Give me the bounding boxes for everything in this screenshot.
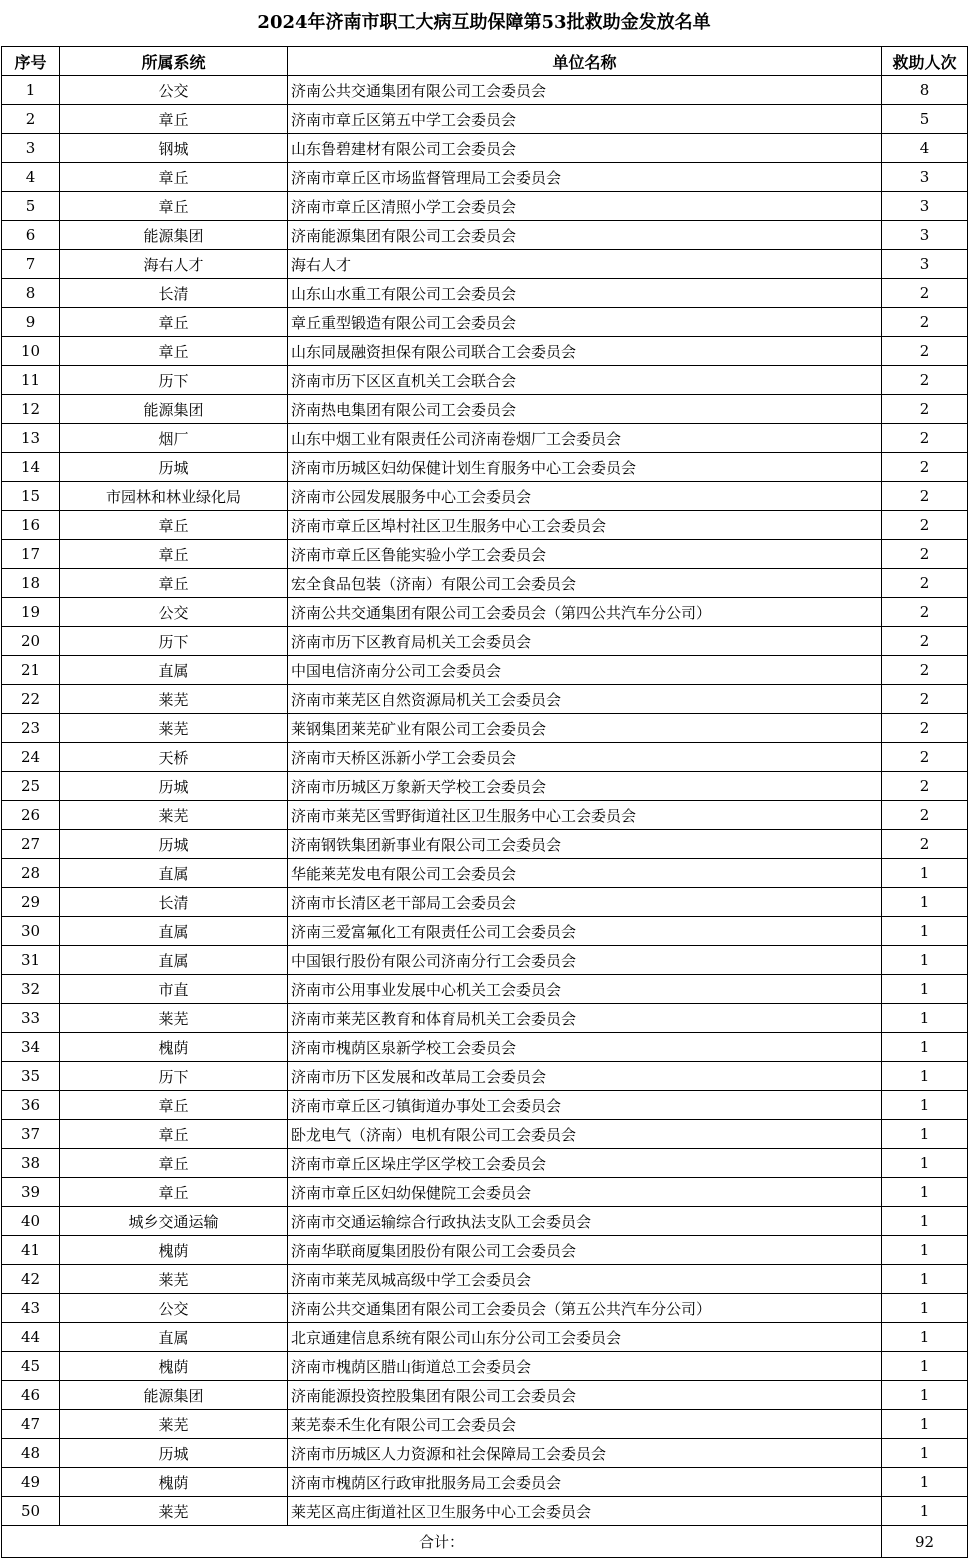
- table-row: [2, 1004, 968, 1033]
- table-row: [2, 511, 968, 540]
- row-count: 3: [882, 250, 968, 279]
- row-unit-name: 山东山水重工有限公司工会委员会: [288, 279, 882, 308]
- row-system: 直属: [60, 1323, 288, 1352]
- row-count: 1: [882, 1236, 968, 1265]
- row-system: 能源集团: [60, 1381, 288, 1410]
- row-index: 47: [2, 1410, 60, 1439]
- row-unit-name: 济南能源投资控股集团有限公司工会委员会: [288, 1381, 882, 1410]
- row-index: 30: [2, 917, 60, 946]
- row-index: 33: [2, 1004, 60, 1033]
- row-system: 章丘: [60, 1149, 288, 1178]
- row-unit-name: 济南市历下区区直机关工会联合会: [288, 366, 882, 395]
- row-count: 1: [882, 1149, 968, 1178]
- row-system: 章丘: [60, 1120, 288, 1149]
- table-row: [2, 627, 968, 656]
- table-row: [2, 308, 968, 337]
- table-row: [2, 714, 968, 743]
- row-system: 钢城: [60, 134, 288, 163]
- table-row: [2, 1323, 968, 1352]
- row-unit-name: 济南市章丘区清照小学工会委员会: [288, 192, 882, 221]
- header-row: [2, 47, 968, 76]
- table-row: [2, 569, 968, 598]
- row-unit-name: 济南市公用事业发展中心机关工会委员会: [288, 975, 882, 1004]
- row-count: 2: [882, 627, 968, 656]
- row-count: 2: [882, 830, 968, 859]
- row-system: 莱芜: [60, 1410, 288, 1439]
- row-count: 2: [882, 540, 968, 569]
- table-row: [2, 337, 968, 366]
- table-row: [2, 598, 968, 627]
- row-count: 3: [882, 163, 968, 192]
- row-unit-name: 山东鲁碧建材有限公司工会委员会: [288, 134, 882, 163]
- row-index: 44: [2, 1323, 60, 1352]
- table-row: [2, 424, 968, 453]
- row-index: 34: [2, 1033, 60, 1062]
- row-index: 22: [2, 685, 60, 714]
- row-index: 24: [2, 743, 60, 772]
- row-count: 2: [882, 801, 968, 830]
- row-system: 莱芜: [60, 1004, 288, 1033]
- table-row: [2, 1120, 968, 1149]
- row-index: 25: [2, 772, 60, 801]
- row-system: 章丘: [60, 540, 288, 569]
- row-count: 2: [882, 656, 968, 685]
- row-index: 40: [2, 1207, 60, 1236]
- total-label: 合计：: [2, 1526, 882, 1558]
- table-row: [2, 946, 968, 975]
- row-system: 公交: [60, 76, 288, 105]
- row-count: 1: [882, 1352, 968, 1381]
- row-system: 章丘: [60, 308, 288, 337]
- header-unit-name: 单位名称: [288, 47, 882, 76]
- table-row: [2, 395, 968, 424]
- table-row: [2, 482, 968, 511]
- row-index: 11: [2, 366, 60, 395]
- table-row: [2, 888, 968, 917]
- row-count: 2: [882, 366, 968, 395]
- row-unit-name: 济南公共交通集团有限公司工会委员会（第五公共汽车分公司）: [288, 1294, 882, 1323]
- row-index: 29: [2, 888, 60, 917]
- row-count: 1: [882, 1468, 968, 1497]
- row-index: 8: [2, 279, 60, 308]
- table-row: [2, 134, 968, 163]
- header-index: 序号: [2, 47, 60, 76]
- row-unit-name: 济南市历城区人力资源和社会保障局工会委员会: [288, 1439, 882, 1468]
- row-count: 1: [882, 1178, 968, 1207]
- table-row: [2, 830, 968, 859]
- row-count: 1: [882, 1410, 968, 1439]
- table-row: [2, 1265, 968, 1294]
- row-index: 50: [2, 1497, 60, 1526]
- row-unit-name: 济南市交通运输综合行政执法支队工会委员会: [288, 1207, 882, 1236]
- row-system: 烟厂: [60, 424, 288, 453]
- row-index: 7: [2, 250, 60, 279]
- row-unit-name: 济南能源集团有限公司工会委员会: [288, 221, 882, 250]
- row-system: 槐荫: [60, 1468, 288, 1497]
- row-index: 16: [2, 511, 60, 540]
- table-body: [2, 76, 968, 1526]
- table-row: [2, 1352, 968, 1381]
- page-title: 2024年济南市职工大病互助保障第53批救助金发放名单: [257, 12, 711, 33]
- row-count: 1: [882, 1033, 968, 1062]
- row-index: 17: [2, 540, 60, 569]
- row-unit-name: 济南市章丘区鲁能实验小学工会委员会: [288, 540, 882, 569]
- row-system: 章丘: [60, 192, 288, 221]
- row-unit-name: 济南市莱芜区雪野街道社区卫生服务中心工会委员会: [288, 801, 882, 830]
- table-row: [2, 656, 968, 685]
- row-count: 1: [882, 1323, 968, 1352]
- row-index: 6: [2, 221, 60, 250]
- row-index: 21: [2, 656, 60, 685]
- row-system: 历城: [60, 1439, 288, 1468]
- row-unit-name: 济南市章丘区市场监督管理局工会委员会: [288, 163, 882, 192]
- row-index: 4: [2, 163, 60, 192]
- row-system: 天桥: [60, 743, 288, 772]
- row-system: 市园林和林业绿化局: [60, 482, 288, 511]
- row-system: 莱芜: [60, 685, 288, 714]
- table-row: [2, 192, 968, 221]
- row-system: 槐荫: [60, 1352, 288, 1381]
- row-unit-name: 济南钢铁集团新事业有限公司工会委员会: [288, 830, 882, 859]
- row-count: 1: [882, 1120, 968, 1149]
- row-unit-name: 济南市槐荫区腊山街道总工会委员会: [288, 1352, 882, 1381]
- row-system: 章丘: [60, 1178, 288, 1207]
- row-index: 35: [2, 1062, 60, 1091]
- row-index: 5: [2, 192, 60, 221]
- row-unit-name: 济南热电集团有限公司工会委员会: [288, 395, 882, 424]
- row-index: 14: [2, 453, 60, 482]
- row-count: 4: [882, 134, 968, 163]
- row-count: 1: [882, 1294, 968, 1323]
- row-unit-name: 济南市章丘区妇幼保健院工会委员会: [288, 1178, 882, 1207]
- row-unit-name: 中国银行股份有限公司济南分行工会委员会: [288, 946, 882, 975]
- row-unit-name: 华能莱芜发电有限公司工会委员会: [288, 859, 882, 888]
- row-index: 45: [2, 1352, 60, 1381]
- row-system: 海右人才: [60, 250, 288, 279]
- row-count: 1: [882, 1265, 968, 1294]
- row-count: 2: [882, 453, 968, 482]
- row-index: 1: [2, 76, 60, 105]
- row-index: 2: [2, 105, 60, 134]
- total-value: 92: [882, 1526, 968, 1558]
- row-index: 31: [2, 946, 60, 975]
- row-system: 公交: [60, 598, 288, 627]
- row-index: 13: [2, 424, 60, 453]
- row-system: 公交: [60, 1294, 288, 1323]
- row-unit-name: 济南市长清区老干部局工会委员会: [288, 888, 882, 917]
- row-index: 23: [2, 714, 60, 743]
- row-system: 直属: [60, 859, 288, 888]
- row-unit-name: 济南公共交通集团有限公司工会委员会（第四公共汽车分公司）: [288, 598, 882, 627]
- table-row: [2, 1062, 968, 1091]
- row-system: 历下: [60, 1062, 288, 1091]
- row-index: 39: [2, 1178, 60, 1207]
- table-row: [2, 1439, 968, 1468]
- table-row: [2, 163, 968, 192]
- row-system: 直属: [60, 656, 288, 685]
- row-unit-name: 济南市历下区发展和改革局工会委员会: [288, 1062, 882, 1091]
- row-count: 1: [882, 888, 968, 917]
- row-system: 章丘: [60, 511, 288, 540]
- row-count: 5: [882, 105, 968, 134]
- row-system: 长清: [60, 888, 288, 917]
- row-index: 49: [2, 1468, 60, 1497]
- row-system: 历下: [60, 627, 288, 656]
- row-unit-name: 济南市莱芜凤城高级中学工会委员会: [288, 1265, 882, 1294]
- table-row: [2, 1381, 968, 1410]
- table-row: [2, 975, 968, 1004]
- row-unit-name: 济南市槐荫区行政审批服务局工会委员会: [288, 1468, 882, 1497]
- row-unit-name: 济南市莱芜区教育和体育局机关工会委员会: [288, 1004, 882, 1033]
- row-unit-name: 济南市公园发展服务中心工会委员会: [288, 482, 882, 511]
- row-unit-name: 济南市章丘区刁镇街道办事处工会委员会: [288, 1091, 882, 1120]
- row-index: 37: [2, 1120, 60, 1149]
- table-row: [2, 1410, 968, 1439]
- total-row: [2, 1526, 968, 1558]
- row-system: 莱芜: [60, 801, 288, 830]
- row-unit-name: 济南市历下区教育局机关工会委员会: [288, 627, 882, 656]
- row-count: 1: [882, 859, 968, 888]
- row-index: 43: [2, 1294, 60, 1323]
- row-index: 38: [2, 1149, 60, 1178]
- row-unit-name: 济南市历城区万象新天学校工会委员会: [288, 772, 882, 801]
- row-index: 42: [2, 1265, 60, 1294]
- row-unit-name: 济南市章丘区第五中学工会委员会: [288, 105, 882, 134]
- table-row: [2, 1236, 968, 1265]
- row-system: 章丘: [60, 105, 288, 134]
- row-unit-name: 海右人才: [288, 250, 882, 279]
- row-index: 10: [2, 337, 60, 366]
- row-system: 章丘: [60, 337, 288, 366]
- row-unit-name: 中国电信济南分公司工会委员会: [288, 656, 882, 685]
- row-index: 32: [2, 975, 60, 1004]
- row-unit-name: 济南公共交通集团有限公司工会委员会: [288, 76, 882, 105]
- row-system: 章丘: [60, 1091, 288, 1120]
- row-system: 历城: [60, 830, 288, 859]
- table-row: [2, 1033, 968, 1062]
- row-index: 48: [2, 1439, 60, 1468]
- header-system: 所属系统: [60, 47, 288, 76]
- table-row: [2, 772, 968, 801]
- row-unit-name: 济南市历城区妇幼保健计划生育服务中心工会委员会: [288, 453, 882, 482]
- row-unit-name: 济南华联商厦集团股份有限公司工会委员会: [288, 1236, 882, 1265]
- row-index: 26: [2, 801, 60, 830]
- table-row: [2, 279, 968, 308]
- row-system: 莱芜: [60, 1497, 288, 1526]
- row-unit-name: 山东同晟融资担保有限公司联合工会委员会: [288, 337, 882, 366]
- row-count: 2: [882, 511, 968, 540]
- row-count: 1: [882, 1207, 968, 1236]
- row-system: 章丘: [60, 163, 288, 192]
- table-row: [2, 859, 968, 888]
- row-index: 15: [2, 482, 60, 511]
- table-row: [2, 1091, 968, 1120]
- row-unit-name: 章丘重型锻造有限公司工会委员会: [288, 308, 882, 337]
- table-row: [2, 1294, 968, 1323]
- row-index: 28: [2, 859, 60, 888]
- row-system: 历城: [60, 453, 288, 482]
- row-system: 槐荫: [60, 1033, 288, 1062]
- row-unit-name: 济南市莱芜区自然资源局机关工会委员会: [288, 685, 882, 714]
- row-count: 2: [882, 337, 968, 366]
- row-unit-name: 济南市章丘区垛庄学区学校工会委员会: [288, 1149, 882, 1178]
- row-count: 1: [882, 946, 968, 975]
- row-unit-name: 山东中烟工业有限责任公司济南卷烟厂工会委员会: [288, 424, 882, 453]
- row-count: 2: [882, 743, 968, 772]
- row-count: 2: [882, 569, 968, 598]
- table-row: [2, 743, 968, 772]
- row-unit-name: 宏全食品包装（济南）有限公司工会委员会: [288, 569, 882, 598]
- table-row: [2, 540, 968, 569]
- row-count: 8: [882, 76, 968, 105]
- row-index: 46: [2, 1381, 60, 1410]
- row-count: 2: [882, 598, 968, 627]
- row-count: 2: [882, 424, 968, 453]
- row-count: 3: [882, 221, 968, 250]
- row-system: 市直: [60, 975, 288, 1004]
- table-row: [2, 1207, 968, 1236]
- row-system: 槐荫: [60, 1236, 288, 1265]
- row-index: 41: [2, 1236, 60, 1265]
- row-system: 莱芜: [60, 714, 288, 743]
- table-row: [2, 453, 968, 482]
- row-count: 2: [882, 772, 968, 801]
- row-count: 1: [882, 1091, 968, 1120]
- table-row: [2, 685, 968, 714]
- table-row: [2, 76, 968, 105]
- row-unit-name: 卧龙电气（济南）电机有限公司工会委员会: [288, 1120, 882, 1149]
- row-system: 历下: [60, 366, 288, 395]
- header-count: 救助人次: [882, 47, 968, 76]
- row-unit-name: 济南市章丘区埠村社区卫生服务中心工会委员会: [288, 511, 882, 540]
- row-count: 1: [882, 917, 968, 946]
- row-system: 能源集团: [60, 221, 288, 250]
- relief-list-table: [1, 46, 968, 1558]
- row-unit-name: 莱芜泰禾生化有限公司工会委员会: [288, 1410, 882, 1439]
- row-count: 3: [882, 192, 968, 221]
- table-row: [2, 105, 968, 134]
- row-index: 36: [2, 1091, 60, 1120]
- row-system: 城乡交通运输: [60, 1207, 288, 1236]
- row-unit-name: 北京通建信息系统有限公司山东分公司工会委员会: [288, 1323, 882, 1352]
- table-row: [2, 221, 968, 250]
- row-count: 2: [882, 685, 968, 714]
- row-unit-name: 济南市槐荫区泉新学校工会委员会: [288, 1033, 882, 1062]
- row-system: 章丘: [60, 569, 288, 598]
- row-system: 直属: [60, 946, 288, 975]
- row-count: 2: [882, 482, 968, 511]
- table-row: [2, 366, 968, 395]
- row-unit-name: 莱芜区高庄街道社区卫生服务中心工会委员会: [288, 1497, 882, 1526]
- table-row: [2, 1178, 968, 1207]
- row-count: 1: [882, 1381, 968, 1410]
- table-row: [2, 1468, 968, 1497]
- row-count: 2: [882, 308, 968, 337]
- row-system: 直属: [60, 917, 288, 946]
- row-unit-name: 济南三爱富氟化工有限责任公司工会委员会: [288, 917, 882, 946]
- row-unit-name: 莱钢集团莱芜矿业有限公司工会委员会: [288, 714, 882, 743]
- row-system: 历城: [60, 772, 288, 801]
- row-system: 长清: [60, 279, 288, 308]
- row-count: 2: [882, 395, 968, 424]
- table-row: [2, 1497, 968, 1526]
- row-system: 能源集团: [60, 395, 288, 424]
- row-count: 2: [882, 714, 968, 743]
- table-row: [2, 801, 968, 830]
- row-index: 19: [2, 598, 60, 627]
- row-index: 27: [2, 830, 60, 859]
- table-row: [2, 917, 968, 946]
- table-row: [2, 250, 968, 279]
- row-count: 1: [882, 1497, 968, 1526]
- row-unit-name: 济南市天桥区泺新小学工会委员会: [288, 743, 882, 772]
- row-system: 莱芜: [60, 1265, 288, 1294]
- row-count: 1: [882, 975, 968, 1004]
- row-index: 12: [2, 395, 60, 424]
- table-row: [2, 1149, 968, 1178]
- row-index: 3: [2, 134, 60, 163]
- row-count: 2: [882, 279, 968, 308]
- row-index: 20: [2, 627, 60, 656]
- row-count: 1: [882, 1439, 968, 1468]
- row-index: 18: [2, 569, 60, 598]
- row-count: 1: [882, 1004, 968, 1033]
- row-index: 9: [2, 308, 60, 337]
- row-count: 1: [882, 1062, 968, 1091]
